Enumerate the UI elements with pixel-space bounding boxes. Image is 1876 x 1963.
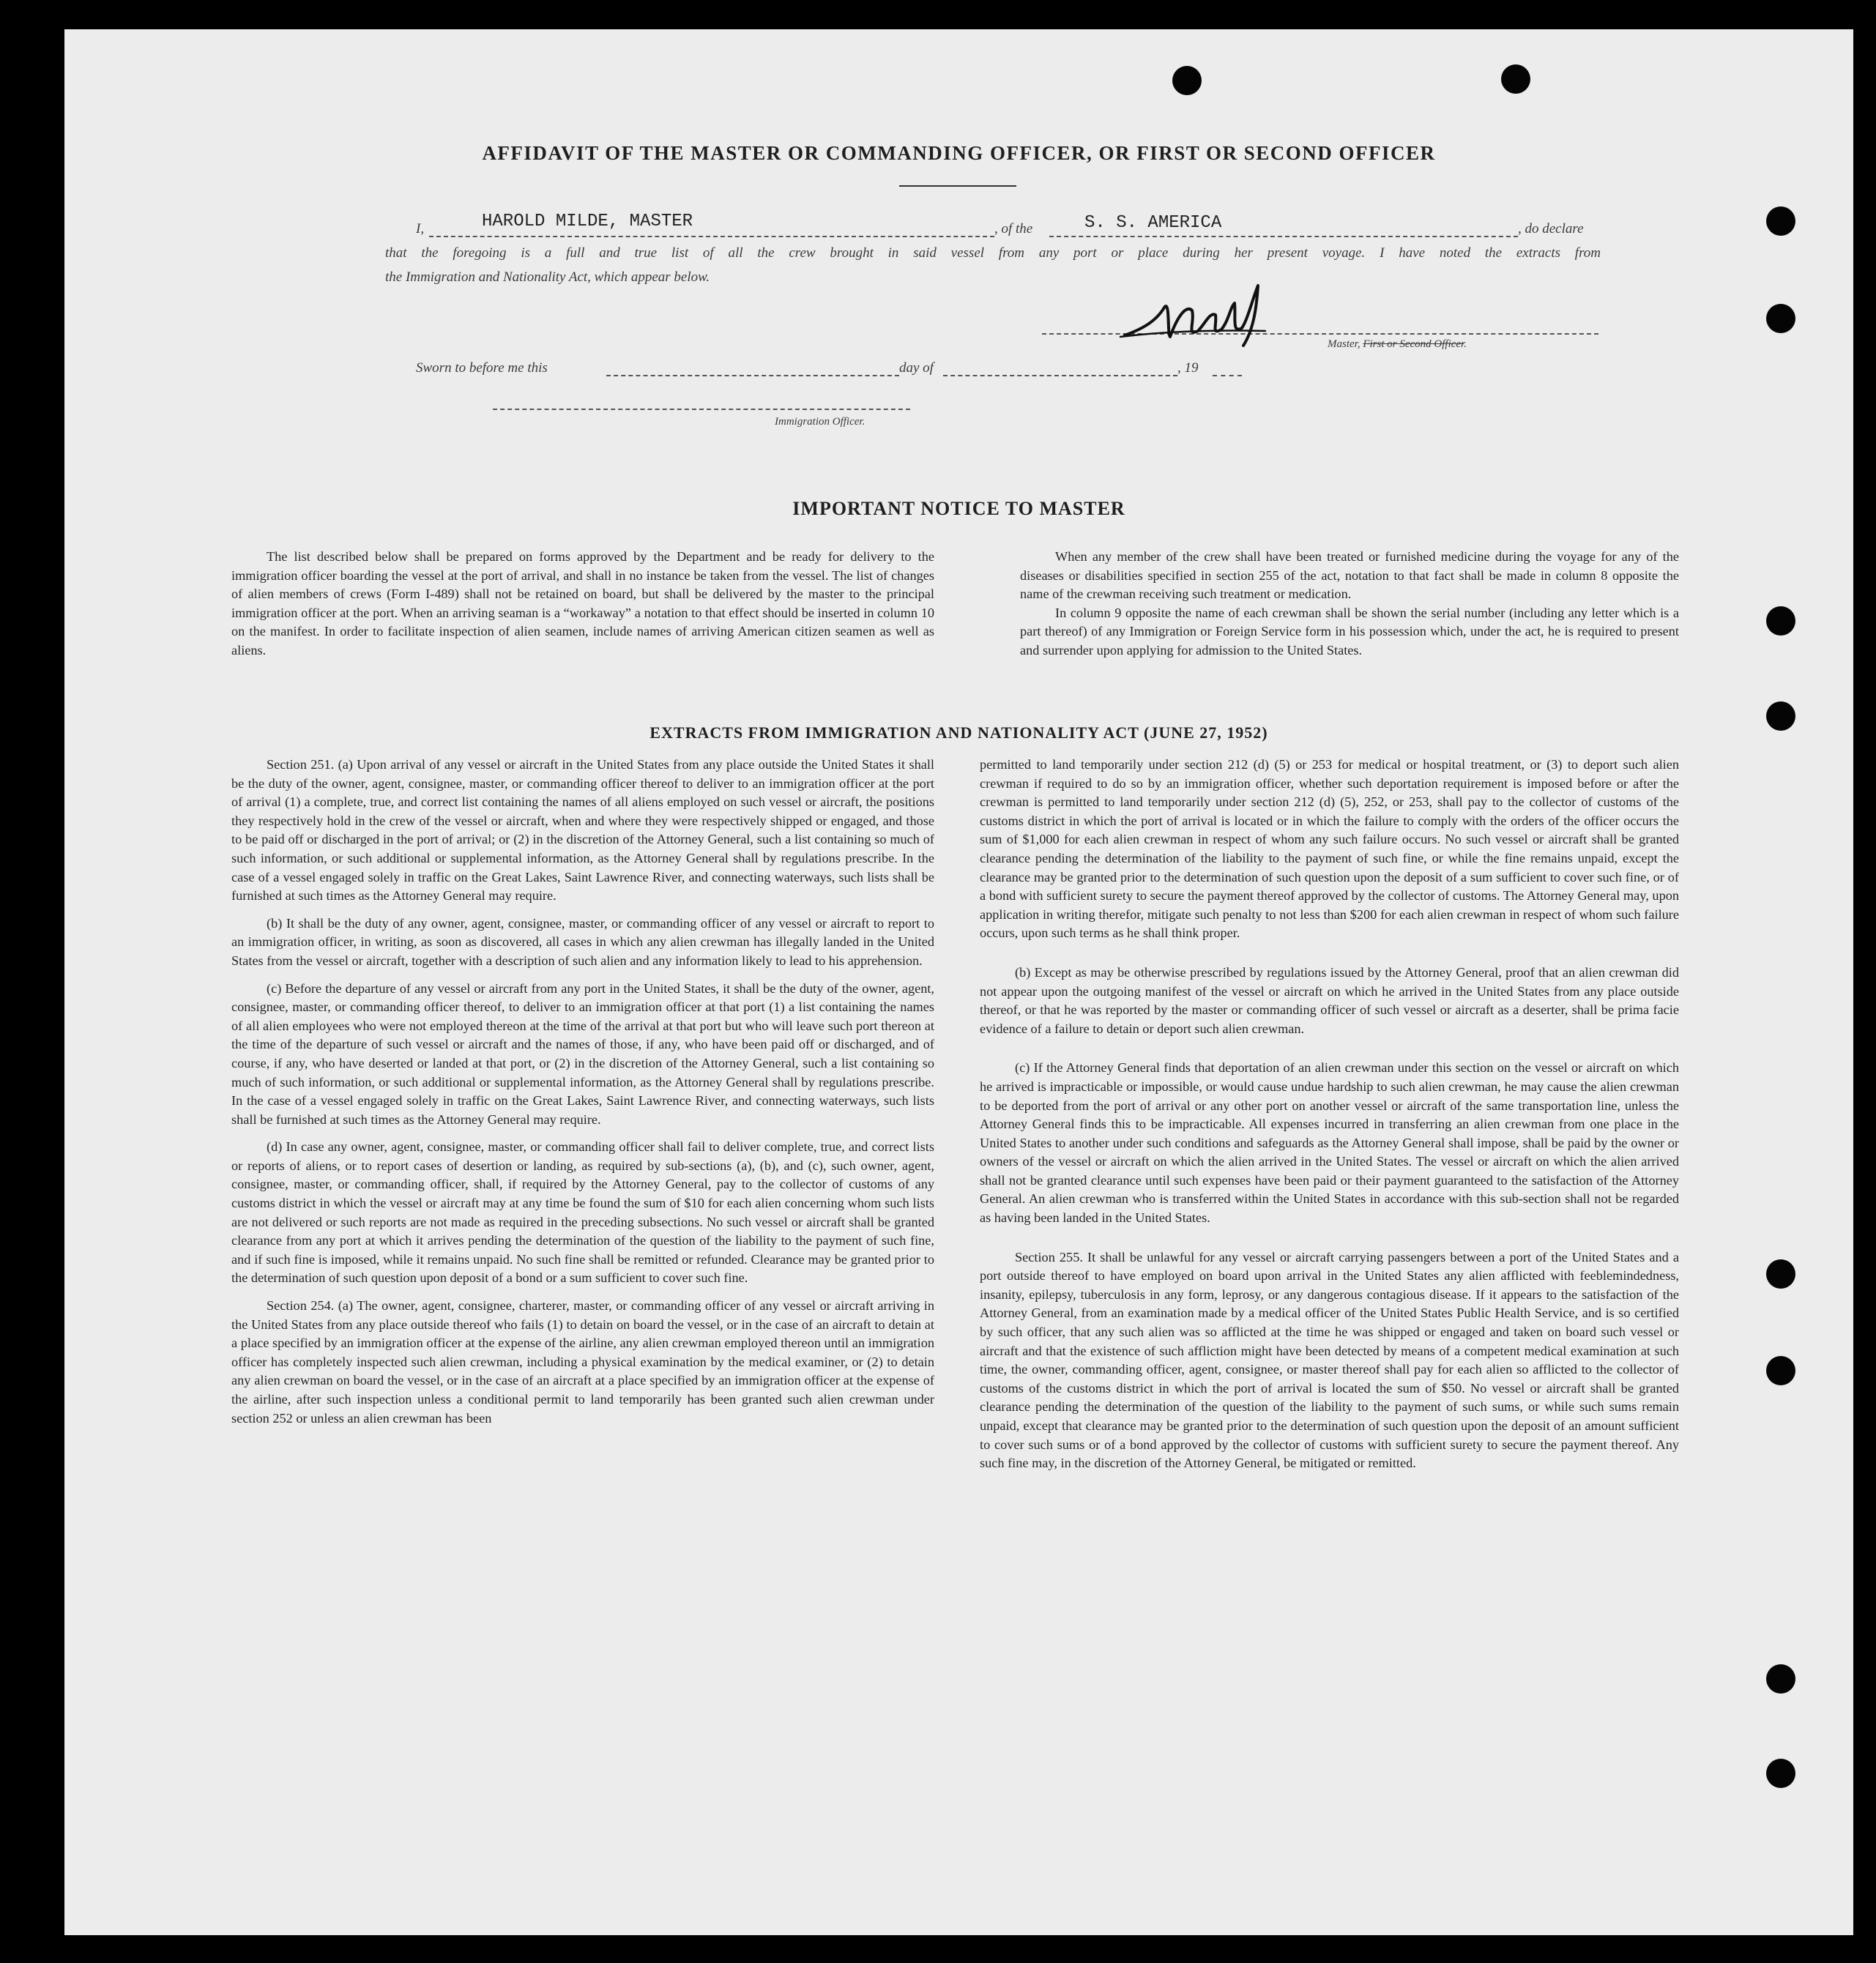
sworn-label: Sworn to before me this <box>416 360 548 376</box>
sworn-month-blank <box>943 375 1177 376</box>
signature-mark <box>1119 278 1287 359</box>
section-254-a: Section 254. (a) The owner, agent, consignee, charterer, master, or commanding officer of any vessel or aircraft arriving in the United States from any place outside thereof who fails (1) to detain on board the vessel, or in the case of an aircraft to detain at a place specified by an immigration officer at the expense of the airline, any alien crewman employed thereon until an immigration officer has completely inspected such alien crewman, including a physical examination by the medical examiner, or (2) to detain any alien crewman on board the vessel, or in the case of an aircraft at a place specified by an immigration officer at the expense of the airline, after such inspection unless a conditional permit to land temporarily has been granted such alien crewman under section 252 or unless an alien crewman has been <box>231 1298 934 1426</box>
punch-hole <box>1766 1664 1795 1694</box>
punch-hole <box>1766 1259 1795 1289</box>
extracts-right-column <box>980 756 1679 1482</box>
section-254-c: (c) If the Attorney General finds that deportation of an alien crewman under this section on the vessel or aircraft on which he arrived is impracticable or impossible, or would cause undue hardship to such alien crewman, he may cause the alien crewman to be deported from the port of arrival or any other port on another vessel or aircraft of the same transportation line, unless the Attorney General finds this to be impracticable. All expenses incurred in transferring an alien crewman from one place in the United States to another under such conditions and safeguards as the Attorney General shall impose, shall be paid by the owner or owners of the vessel or aircraft on which the alien arrived in the United States. The vessel or aircraft on which the alien arrived shall not be granted clearance until such expenses have been paid or their payment guaranteed to the satisfaction of the Attorney General. An alien crewman who is transferred within the United States in accordance with this sub-section shall not be regarded as having been landed in the United States. <box>980 1060 1679 1226</box>
section-251-d: (d) In case any owner, agent, consignee, master, or commanding officer shall fail to deliver complete, true, and correct lists or reports of aliens, or to report cases of desertion or landing, as required by sub-sections (a), (b), and (c), such owner, agent, consignee, master, or commanding officer, shall, if required by the Attorney General, pay to the collector of customs of any customs district in which the vessel or aircraft may at any time be found the sum of $10 for each alien concerning whom such lists are not delivered or such reports are not made as required in the preceding subsections. No such vessel or aircraft shall be granted clearance from any port at which it arrives pending the determination of the question of the liability to the payment of such fine, and if such fine is imposed, while it remains unpaid. No such fine shall be remitted or refunded. Clearance may be granted prior to the determination of such question upon deposit of a bond or a sum sufficient to cover such fine. <box>231 1139 934 1286</box>
section-251-a: Section 251. (a) Upon arrival of any vessel or aircraft in the United States from any place outside the United States it shall be the duty of the owner, agent, consignee, master, or commanding officer thereof to deliver to an immigration officer at the port of arrival (1) a complete, true, and correct list containing the names of all aliens employed on such vessel or aircraft, the positions they respectively hold in the crew of the vessel or aircraft, when and where they were respectively shipped or engaged, and those to be paid off or discharged in the port of arrival; or (2) in the discretion of the Attorney General, such a list containing so much of such information, or such additional or supplemental information, as the Attorney General shall by regulations prescribe. In the case of a vessel engaged solely in traffic on the Great Lakes, Saint Lawrence River, and connecting waterways, such lists shall be furnished at such times as the Attorney General may require. <box>231 757 934 904</box>
master-name: HAROLD MILDE, MASTER <box>482 212 693 231</box>
extracts-title: EXTRACTS FROM IMMIGRATION AND NATIONALITY ACT (JUNE 27, 1952) <box>649 723 1268 742</box>
vessel-name: S. S. AMERICA <box>1084 213 1222 233</box>
officer-caption-suffix: . <box>1464 338 1467 350</box>
name-blank <box>429 236 994 237</box>
of-the-label: , of the <box>994 221 1033 236</box>
statement-line-1: that the foregoing is a full and true list of all the crew brought in said vessel from any port or place during her present voyage. I have noted the extracts from <box>385 245 1601 261</box>
notice-right-paragraph-1: When any member of the crew shall have been treated or furnished medicine during the voyage for any of the diseases or disabilities specified in section 255 of the act, notation to that fact shall be made in column 8 opposite the name of the crewman receiving such treatment or medication. <box>1020 549 1679 602</box>
officer-signature-line <box>493 409 910 410</box>
officer-caption-struck: First or Second Officer <box>1363 338 1464 350</box>
do-declare-label: , do declare <box>1518 221 1584 236</box>
vessel-blank <box>1049 236 1518 237</box>
extracts-left-column <box>231 756 934 1437</box>
officer-caption-prefix: Master, <box>1328 338 1361 350</box>
punch-hole <box>1172 66 1202 95</box>
i-label: I, <box>416 221 425 236</box>
document-page <box>64 29 1853 1935</box>
punch-hole <box>1766 206 1795 236</box>
notice-left-paragraph: The list described below shall be prepared on forms approved by the Department and be ready for delivery to the immigration officer boarding the vessel at the port of arrival, and shall in no instance be taken from the vessel. The list of changes of alien members of crews (Form I-489) shall not be retained on board, but shall be delivered by the master to the principal immigration officer at the port. When an arriving seaman is a “workaway” a notation to that effect should be inserted in column 10 on the manifest. In order to facilitate inspection of alien seamen, include names of arriving American citizen seamen as well as aliens. <box>231 549 934 658</box>
notice-right-paragraph-2: In column 9 opposite the name of each crewman shall be shown the serial number (including any letter which is a part thereof) of any Immigration or Foreign Service form in his possession which, under the act, he is required to present and surrender upon applying for admission to the United States. <box>1020 605 1679 658</box>
notice-title: IMPORTANT NOTICE TO MASTER <box>792 498 1125 519</box>
year-blank <box>1213 375 1242 376</box>
punch-hole <box>1501 64 1530 94</box>
affidavit-title: AFFIDAVIT OF THE MASTER OR COMMANDING OFFICER, OR FIRST OR SECOND OFFICER <box>482 142 1436 164</box>
punch-hole <box>1766 606 1795 636</box>
section-251-c: (c) Before the departure of any vessel or aircraft from any port in the United States, it shall be the duty of the owner, agent, consignee, master, or commanding officer thereof, to deliver to an immigration officer at that port (1) a list containing the names of all alien employees who were not employed thereon at the time of the arrival at that port but who will leave such port thereon at the time of the departure of such vessel or aircraft and the names of those, if any, who have been paid off or discharged, and of course, if any, who have deserted or landed at that port, or (2) in the discretion of the Attorney General, such a list containing so much of such information, or such additional or supplemental information, as the Attorney General shall by regulations prescribe. In the case of a vessel engaged solely in traffic on the Great Lakes, Saint Lawrence River, and connecting waterways, such lists shall be furnished at such times as the Attorney General may require. <box>231 980 934 1127</box>
section-254-b: (b) Except as may be otherwise prescribed by regulations issued by the Attorney General, proof that an alien crewman did not appear upon the outgoing manifest of the vessel or aircraft on which he arrived in the United States from any place outside thereof, or that he was reported by the master or commanding officer of such vessel or aircraft as a deserter, shall be prima facie evidence of a failure to detain or deport such alien crewman. <box>980 964 1679 1036</box>
notice-right-column <box>1020 548 1679 669</box>
section-255: Section 255. It shall be unlawful for any vessel or aircraft carrying passengers between a port of the United States and a port outside thereof to have employed on board upon arrival in the United States any alien afflicted with feeblemindedness, insanity, epilepsy, tuberculosis in any form, leprosy, or any dangerous contagious disease. If it appears to the satisfaction of the Attorney General, from an examination made by a medical officer of the United States Public Health Service, and is so certified by such officer, that any such alien was so afflicted at the time he was shipped or engaged and taken on board such vessel or aircraft and that the existence of such affliction might have been detected by means of a competent medical examination at such time, the owner, commanding officer, agent, consignee, or master thereof shall pay for each alien so afflicted to the collector of customs of the customs district in which the port of arrival is located the sum of $50. No vessel or aircraft shall be granted clearance pending the determination of the question of the liability to the payment of such sums, or while such sums remain unpaid, except that clearance may be granted prior to the determination of such question upon the deposit of an amount sufficient to cover such sums or of a bond approved by the collector of customs with sufficient surety to secure the payment thereof. Any such fine may, in the discretion of the Attorney General, be mitigated or remitted. <box>980 1249 1679 1471</box>
section-251-b: (b) It shall be the duty of any owner, agent, consignee, master, or commanding officer of any vessel or aircraft to report to an immigration officer, in writing, as soon as discovered, all cases in which any alien crewman has illegally landed in the United States from the vessel or aircraft, together with a description of such alien and any information likely to lead to his apprehension. <box>231 915 934 968</box>
title-divider <box>899 185 1016 187</box>
statement-line-2: the Immigration and Nationality Act, which appear below. <box>385 269 710 285</box>
punch-hole <box>1766 1759 1795 1788</box>
immigration-officer-label: Immigration Officer. <box>775 416 866 428</box>
notice-left-column <box>231 548 934 669</box>
section-254-a-continued: permitted to land temporarily under section 212 (d) (5) or 253 for medical or hospital treatment, or (3) to deport such alien crewman if required to do so by an immigration officer, whether such deportation requirement is imposed before or after the crewman is permitted to land temporarily under section 212 (d) (5), 252, or 253, shall pay to the collector of customs of the customs district in which the port of arrival is located or in which the failure to comply with the orders of the officer occurs the sum of $1,000 for each alien crewman in respect of whom any such failure occurs. No such vessel or aircraft shall be granted clearance pending the determination of the liability to the payment of such fine, or while the fine remains unpaid, except the clearance may be granted prior to the determination of such question upon the deposit of a sum sufficient to cover such fine, or of a bond with sufficient surety to secure the payment thereof approved by the collector of customs. The Attorney General may, upon application in writing therefor, mitigate such penalty to not less than $200 for each alien crewman in respect of whom such failure occurs, upon such terms as he shall think proper. <box>980 757 1679 941</box>
year-label: , 19 <box>1177 360 1199 376</box>
day-of-label: day of <box>899 360 934 376</box>
punch-hole <box>1766 304 1795 333</box>
officer-caption <box>1328 338 1467 351</box>
punch-hole <box>1766 1356 1795 1385</box>
sworn-day-blank <box>606 375 899 376</box>
